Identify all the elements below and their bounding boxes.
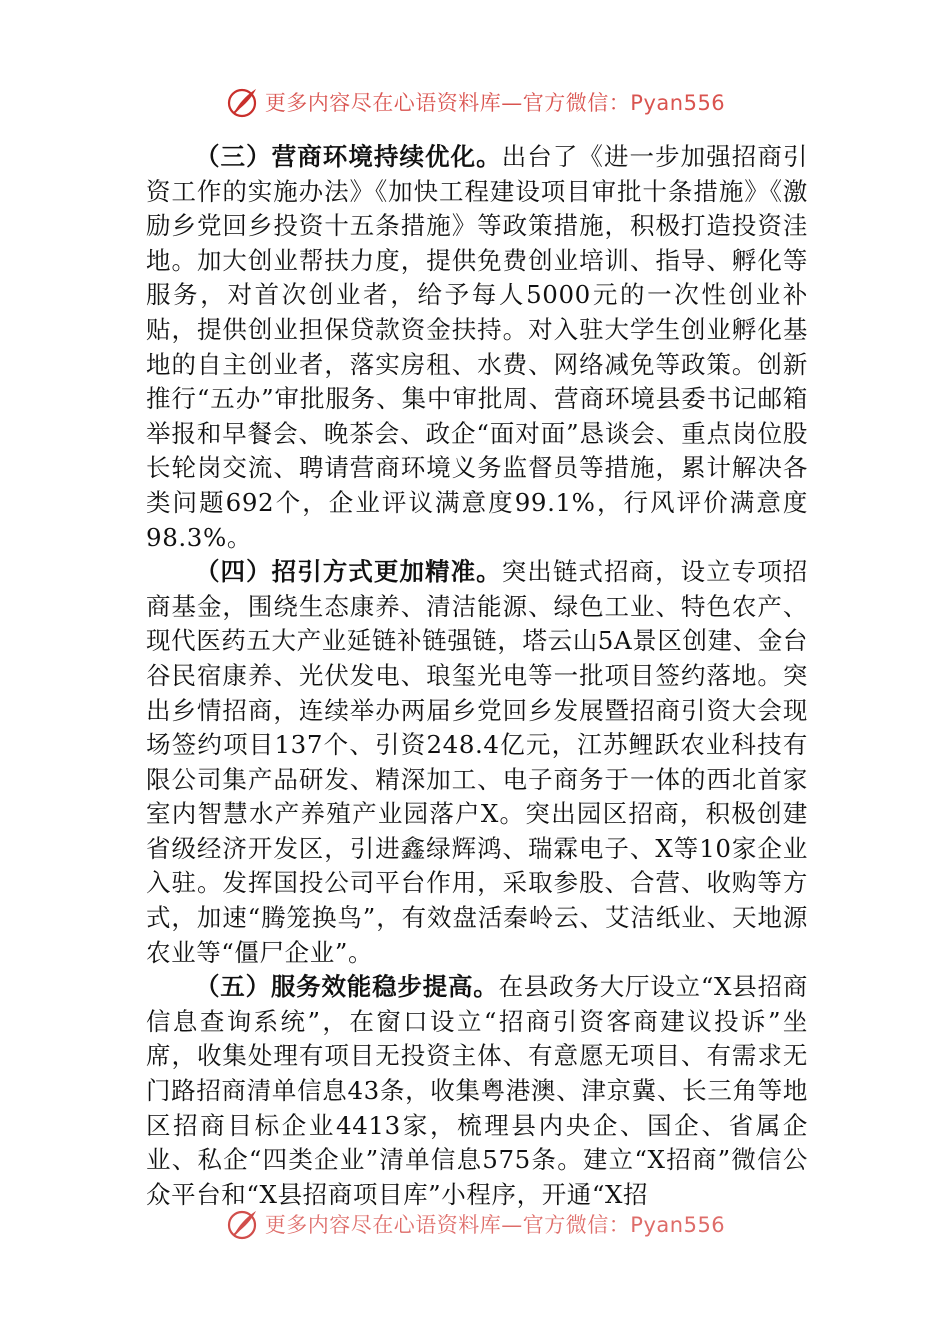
paragraph-heading: （五）服务效能稳步提高。: [195, 972, 499, 1002]
top-watermark: [0, 82, 950, 122]
paragraph-heading: （四）招引方式更加精准。: [195, 557, 502, 587]
watermark-text: 更多内容尽在心语资料库—官方微信：Pyan556: [264, 1213, 726, 1237]
watermark-text: 更多内容尽在心语资料库—官方微信：Pyan556: [264, 91, 726, 115]
document-body: [146, 140, 808, 1212]
quill-pen-logo-icon: [225, 84, 261, 120]
quill-pen-logo-icon: [225, 1206, 261, 1242]
paragraph-text: 出台了《进一步加强招商引资工作的实施办法》《加快工程建设项目审批十条措施》《激励乡党回乡投资十五条措施》等政策措施，积极打造投资洼地。加大创业帮扶力度，提供免费创业培训、指导、孵化等服务，对首次创业者，给予每人5000元的一次性创业补贴，提供创业担保贷款资金扶持。对入驻大学生创业孵化基地的自主创业者，落实房租、水费、网络减免等政策。创新推行“五办”审批服务、集中审批周、营商环境县委书记邮箱举报和早餐会、晚茶会、政企“面对面”恳谈会、重点岗位股长轮岗交流、聘请营商环境义务监督员等措施，累计解决各类问题692个，企业评议满意度99.1%，行风评价满意度98.3%。: [146, 142, 808, 552]
bottom-watermark: [0, 1204, 950, 1244]
paragraph-investment-methods: [146, 555, 808, 970]
paragraph-heading: （三）营商环境持续优化。: [195, 142, 502, 171]
paragraph-text: 突出链式招商，设立专项招商基金，围绕生态康养、清洁能源、绿色工业、特色农产、现代医药五大产业延链补链强链，塔云山5A景区创建、金台谷民宿康养、光伏发电、琅玺光电等一批项目签约落地。突出乡情招商，连续举办两届乡党回乡发展暨招商引资大会现场签约项目137个、引资248.4亿元，江苏鲤跃农业科技有限公司集产品研发、精深加工、电子商务于一体的西北首家室内智慧水产养殖产业园落户X。突出园区招商，积极创建省级经济开发区，引进鑫绿辉鸿、瑞霖电子、X等10家企业入驻。发挥国投公司平台作用，采取参股、合营、收购等方式，加速“腾笼换鸟”，有效盘活秦岭云、艾洁纸业、天地源农业等“僵尸企业”。: [146, 557, 808, 967]
paragraph-service-efficiency: [146, 970, 808, 1212]
paragraph-text: 在县政务大厅设立“X县招商信息查询系统”，在窗口设立“招商引资客商建议投诉”坐席，收集处理有项目无投资主体、有意愿无项目、有需求无门路招商清单信息43条，收集粤港澳、津京冀、长三角等地区招商目标企业4413家，梳理县内央企、国企、省属企业、私企“四类企业”清单信息575条。建立“X招商”微信公众平台和“X县招商项目库”小程序，开通“X招: [146, 972, 808, 1209]
paragraph-business-environment: [146, 140, 808, 555]
